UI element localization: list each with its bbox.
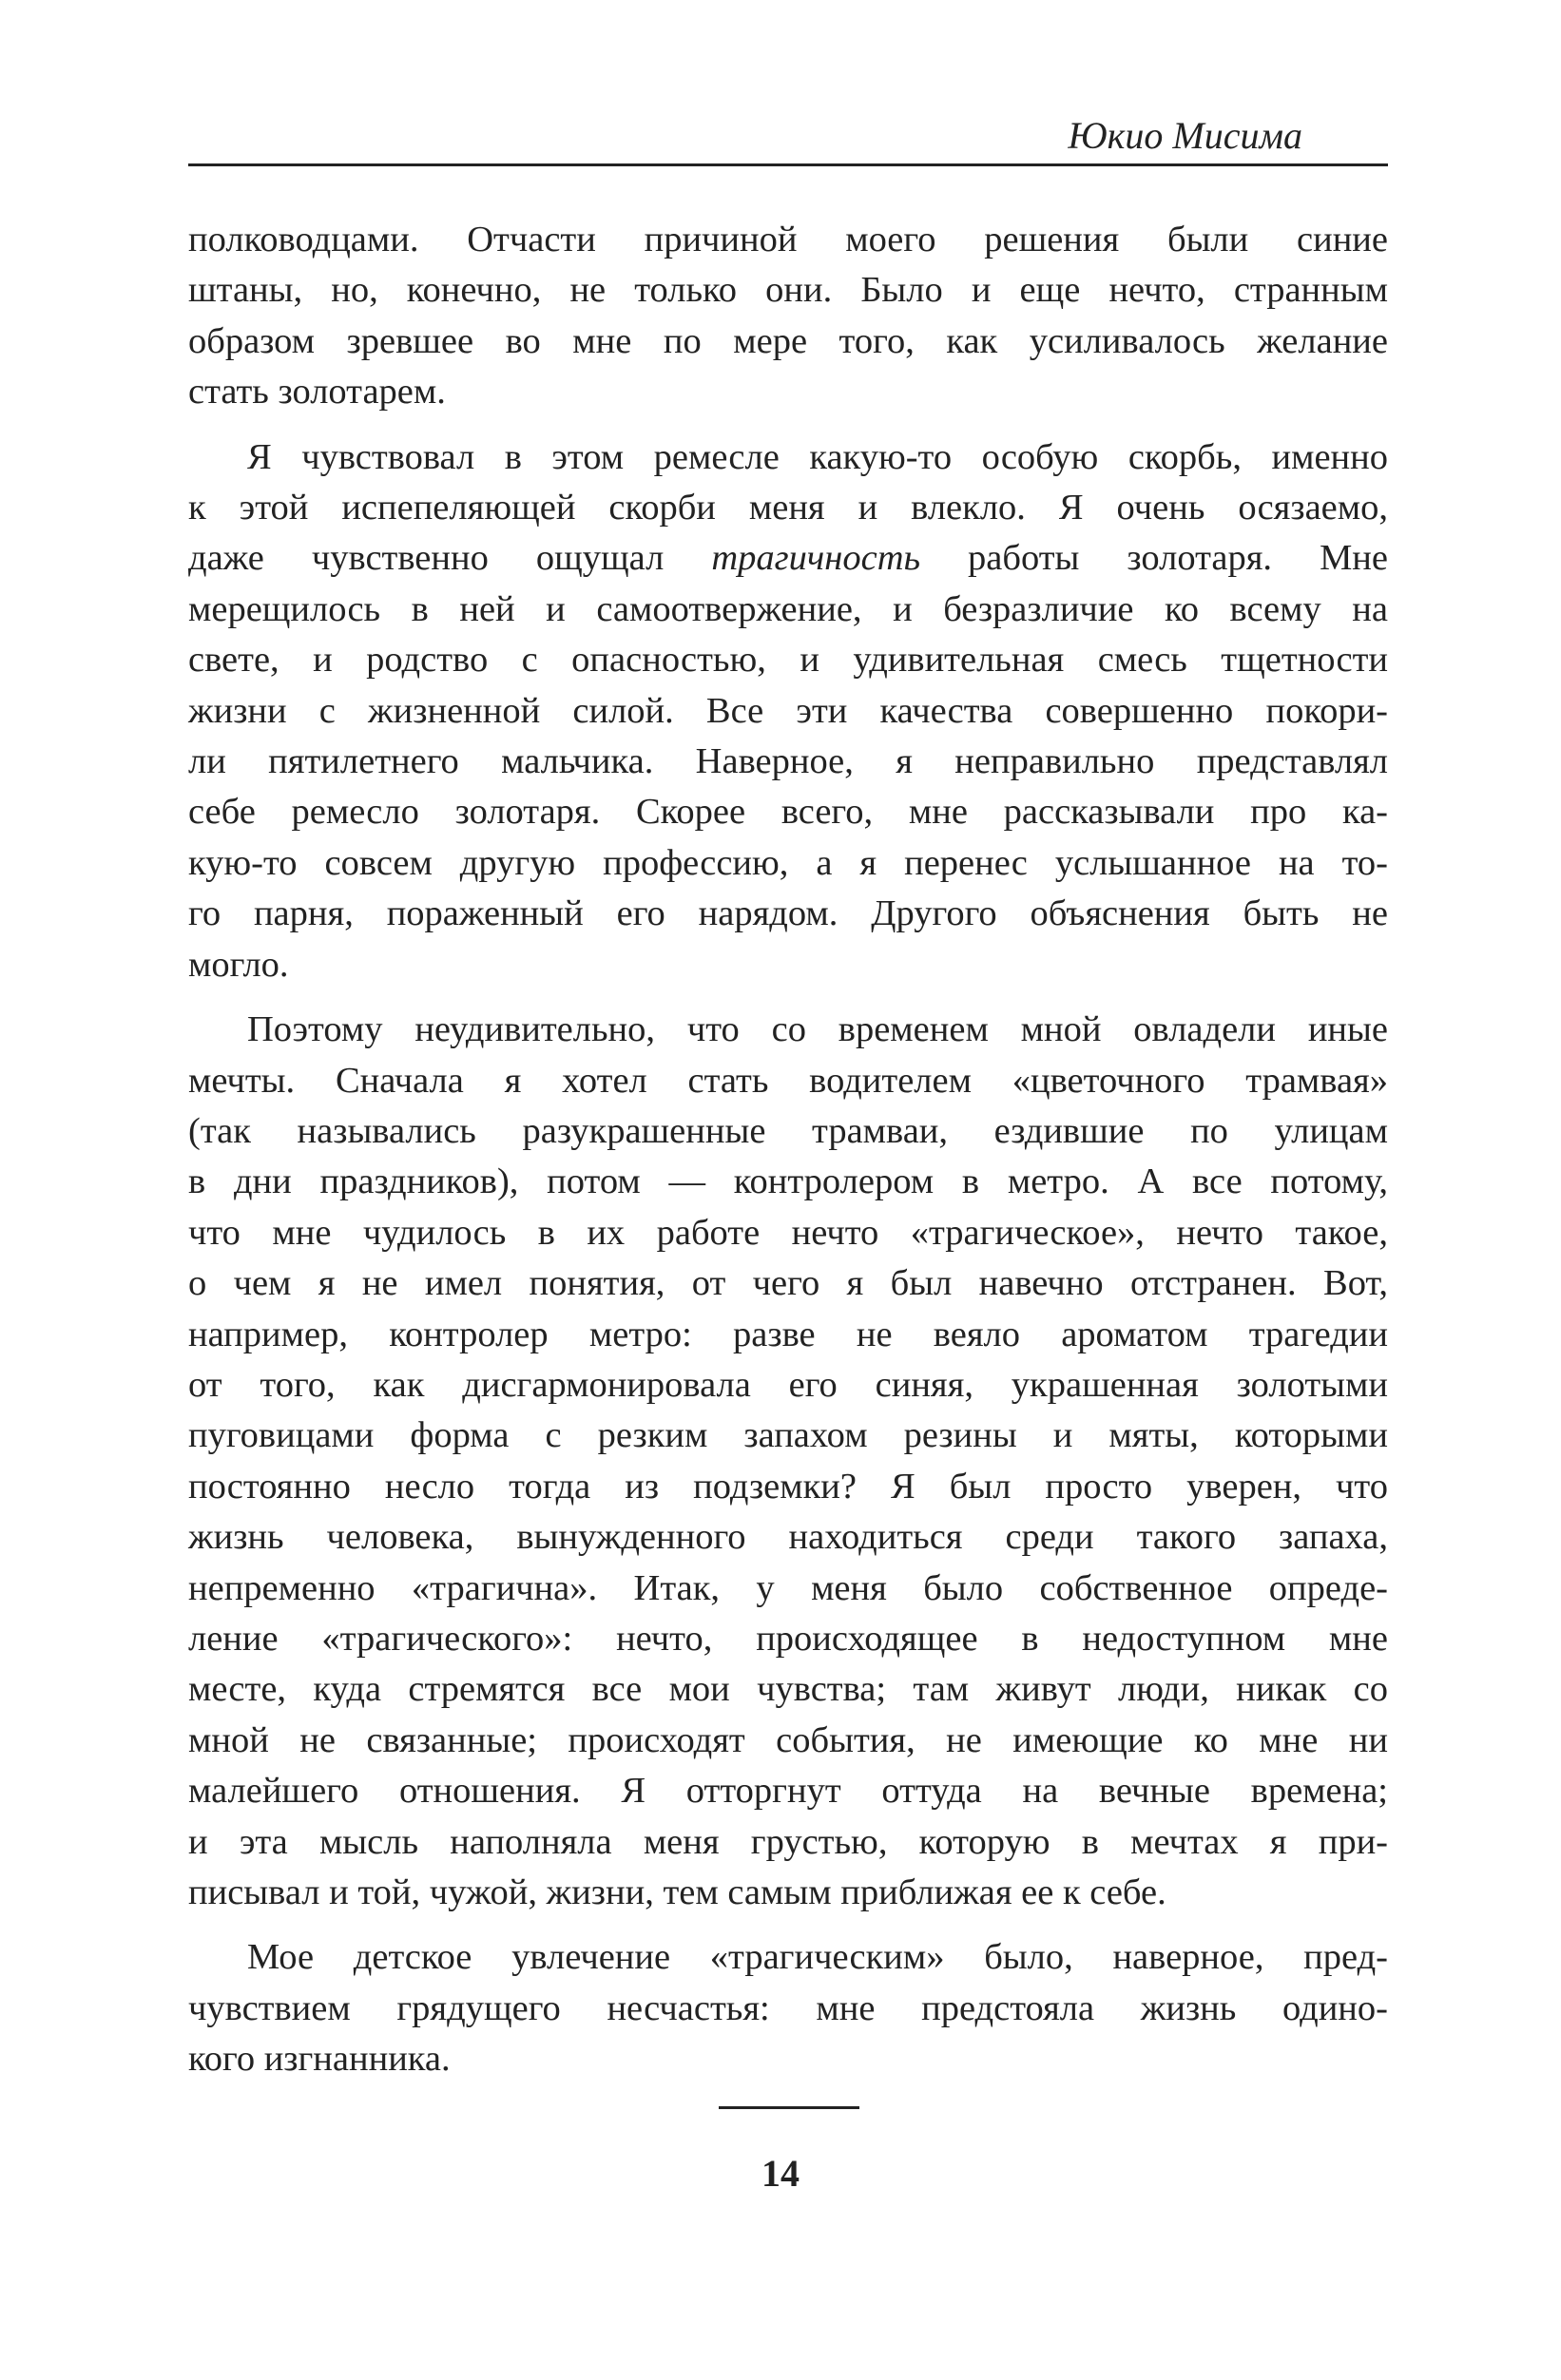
text-line: стать золотарем. — [188, 372, 446, 413]
paragraph-3 — [188, 1005, 1388, 1918]
text-line: о чем я не имел понятия, от чего я был навечно отстранен. Вот, — [188, 1263, 1388, 1304]
text-line: Поэтому неудивительно, что со временем мной овладели иные — [247, 1009, 1388, 1050]
paragraph-4 — [188, 1932, 1388, 2084]
text-line: Я чувствовал в этом ремесле какую-то особую скорбь, именно — [247, 436, 1388, 477]
text-line: образом зревшее во мне по мере того, как усиливалось желание — [188, 320, 1388, 361]
text-line: малейшего отношения. Я отторгнут оттуда на вечные времена; — [188, 1771, 1388, 1812]
text-line: мной не связанные; происходят события, не имеющие ко мне ни — [188, 1719, 1388, 1760]
text-line: непременно «трагична». Итак, у меня было собственное опреде- — [188, 1567, 1388, 1608]
text-line-with-emphasis — [188, 533, 1388, 584]
paragraph-2 — [188, 432, 1388, 990]
text-fragment: работы золотаря. Мне — [968, 538, 1388, 579]
emphasized-word: трагичность — [711, 538, 921, 579]
text-line: и эта мысль наполняла меня грустью, которую в мечтах я при- — [188, 1821, 1388, 1862]
text-line: могло. — [188, 944, 289, 985]
header-rule — [188, 163, 1388, 166]
text-line: (так назывались разукрашенные трамваи, ездившие по улицам — [188, 1110, 1388, 1151]
text-line: кую-то совсем другую профессию, а я перенес услышанное на то- — [188, 842, 1388, 883]
text-line: Мое детское увлечение «трагическим» было, наверное, пред- — [247, 1937, 1388, 1978]
text-line: в дни праздников), потом — контролером в метро. А все потому, — [188, 1161, 1388, 1202]
text-line: пуговицами форма с резким запахом резины и мяты, которыми — [188, 1415, 1388, 1456]
text-line: от того, как дисгармонировала его синяя, украшенная золотыми — [188, 1364, 1388, 1405]
text-line: ли пятилетнего мальчика. Наверное, я неправильно представлял — [188, 741, 1388, 782]
text-line: мечты. Сначала я хотел стать водителем «цветочного трамвая» — [188, 1060, 1388, 1101]
text-line: го парня, пораженный его нарядом. Другого объяснения быть не — [188, 893, 1388, 934]
text-line: к этой испепеляющей скорби меня и влекло. Я очень осязаемо, — [188, 488, 1388, 528]
text-line: что мне чудилось в их работе нечто «трагическое», нечто такое, — [188, 1212, 1388, 1253]
text-line: мерещилось в ней и самоотвержение, и безразличие ко всему на — [188, 588, 1388, 629]
running-head: Юкио Мисима — [1068, 114, 1302, 157]
text-line: кого изгнанника. — [188, 2039, 451, 2080]
text-line: жизни с жизненной силой. Все эти качества совершенно покори- — [188, 690, 1388, 731]
text-line: чувствием грядущего несчастья: мне предстояла жизнь одино- — [188, 1987, 1388, 2028]
text-line: ление «трагического»: нечто, происходящее в недоступном мне — [188, 1618, 1388, 1659]
chapter-end-rule — [719, 2106, 859, 2109]
text-line: например, контролер метро: разве не веяло ароматом трагедии — [188, 1314, 1388, 1354]
text-line: свете, и родство с опасностью, и удивительная смесь тщетности — [188, 640, 1388, 681]
text-line: писывал и той, чужой, жизни, тем самым приближая ее к себе. — [188, 1872, 1166, 1912]
paragraph-1 — [188, 215, 1388, 418]
text-line: месте, куда стремятся все мои чувства; там живут люди, никак со — [188, 1669, 1388, 1710]
text-line: жизнь человека, вынужденного находиться среди такого запаха, — [188, 1517, 1388, 1558]
text-line: себе ремесло золотаря. Скорее всего, мне рассказывали про ка- — [188, 792, 1388, 833]
text-line: полководцами. Отчасти причиной моего решения были синие — [188, 220, 1388, 259]
page-number: 14 — [761, 2152, 800, 2195]
text-fragment: даже чувственно ощущал — [188, 538, 665, 579]
text-line: постоянно несло тогда из подземки? Я был просто уверен, что — [188, 1466, 1388, 1507]
text-line: штаны, но, конечно, не только они. Было и еще нечто, странным — [188, 270, 1388, 311]
page-body — [188, 215, 1388, 2085]
